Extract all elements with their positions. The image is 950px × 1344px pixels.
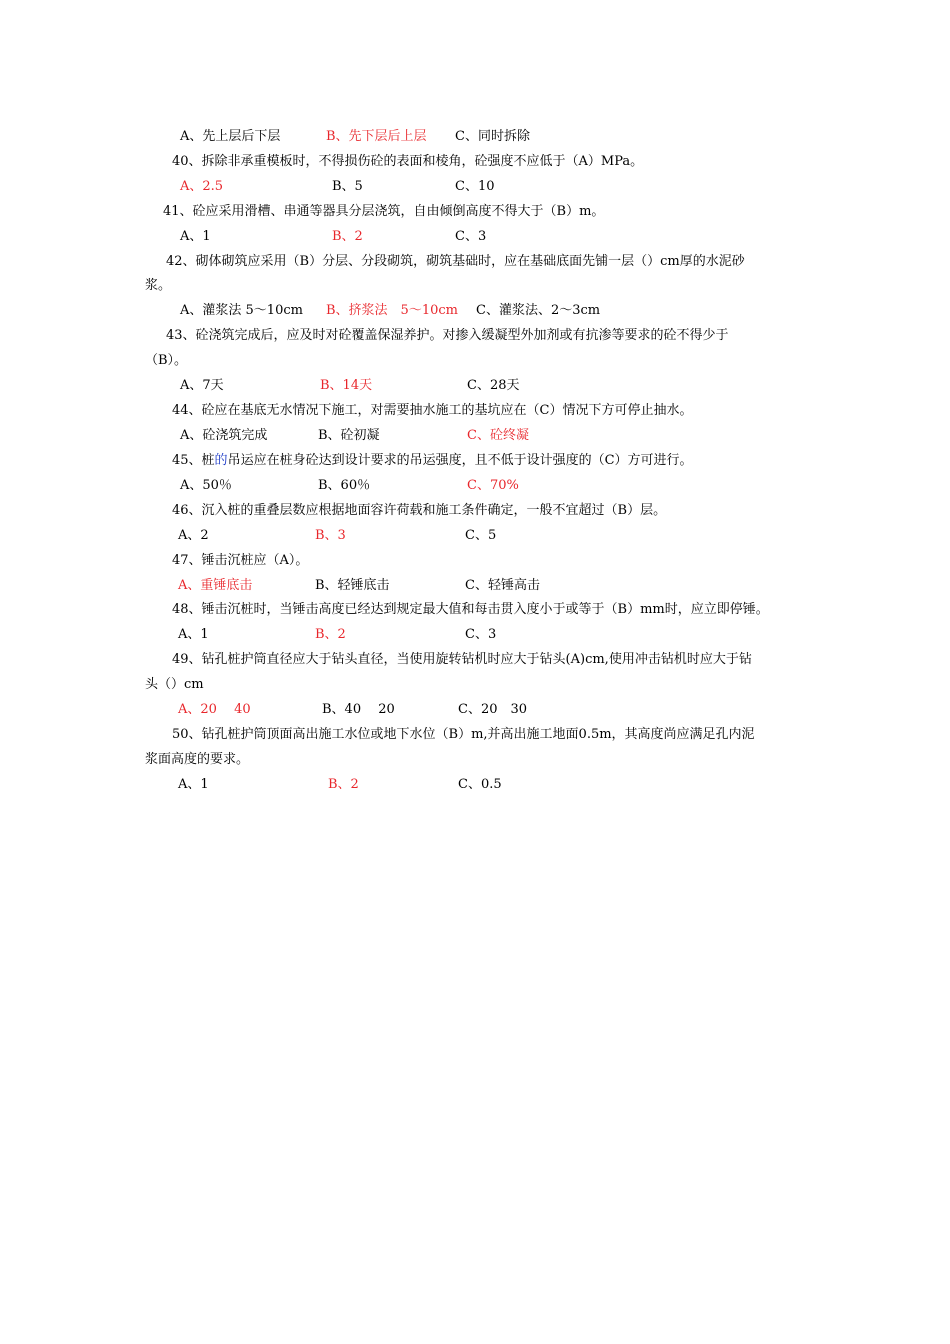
q43-option-b-answer: B、14天 (320, 378, 373, 393)
q50-option-a: A、1 (178, 777, 209, 792)
q50-stem-line2: 浆面高度的要求。 (145, 752, 250, 767)
q44-option-c-answer: C、砼终凝 (467, 428, 529, 443)
q40-option-c: C、10 (455, 179, 495, 194)
q49-option-a-answer: A、20 40 (178, 702, 251, 717)
q44-option-a: A、砼浇筑完成 (180, 428, 268, 443)
q45-option-b: B、60％ (318, 478, 371, 493)
q49-option-b: B、40 20 (322, 702, 395, 717)
q45-option-c-answer: C、70% (467, 478, 519, 493)
q50-option-b-answer: B、2 (328, 777, 359, 792)
q49-stem-line2: 头（）cm (145, 677, 204, 692)
q49-stem-line1: 49、钻孔桩护筒直径应大于钻头直径，当使用旋转钻机时应大于钻头(A)cm,使用冲击钻机时应大于钻 (172, 652, 752, 667)
q41-option-b-answer: B、2 (332, 229, 363, 244)
q41-option-a: A、1 (180, 229, 211, 244)
q42-option-a: A、灌浆法 5～10cm (180, 303, 303, 318)
q48-option-a: A、1 (178, 627, 209, 642)
q46-stem: 46、沉入桩的重叠层数应根据地面容许荷载和施工条件确定，一般不宜超过（B）层。 (172, 503, 667, 518)
q46-option-c: C、5 (465, 528, 497, 543)
q43-option-c: C、28天 (467, 378, 520, 393)
q46-option-a: A、2 (178, 528, 209, 543)
q49-option-c: C、20 30 (458, 702, 528, 717)
q43-stem-line1: 43、砼浇筑完成后，应及时对砼覆盖保湿养护。对掺入缓凝型外加剂或有抗渗等要求的砼不得少于 (166, 328, 729, 343)
q47-stem: 47、锤击沉桩应（A）。 (172, 553, 309, 568)
q43-stem-line2: （B）。 (145, 353, 188, 368)
q41-stem: 41、砼应采用滑槽、串通等器具分层浇筑，自由倾倒高度不得大于（B）m。 (163, 204, 605, 219)
q44-stem: 44、砼应在基底无水情况下施工，对需要抽水施工的基坑应在（C）情况下方可停止抽水。 (172, 403, 693, 418)
q40-option-a-answer: A、2.5 (180, 179, 224, 194)
q48-option-c: C、3 (465, 627, 497, 642)
q42-stem-line1: 42、砌体砌筑应采用（B）分层、分段砌筑，砌筑基础时，应在基础底面先铺一层（）cm厚的水泥砂 (166, 254, 745, 269)
q45-stem-post: 吊运应在桩身砼达到设计要求的吊运强度，且不低于设计强度的（C）方可进行。 (227, 453, 693, 468)
q48-option-b-answer: B、2 (315, 627, 346, 642)
q47-option-c: C、轻锤高击 (465, 578, 540, 593)
q39-option-b-answer: B、先下层后上层 (326, 129, 427, 144)
q42-option-c: C、灌浆法、2～3cm (476, 303, 601, 318)
q45-stem-highlight: 的 (214, 453, 228, 468)
q42-option-b-answer: B、挤浆法 5～10cm (326, 303, 458, 318)
q42-stem-line2: 浆。 (145, 278, 172, 293)
q45-stem-pre: 45、桩 (172, 453, 215, 468)
q47-option-b: B、轻锤底击 (315, 578, 390, 593)
q44-option-b: B、砼初凝 (318, 428, 380, 443)
q45-stem (172, 451, 693, 471)
q40-option-b: B、5 (332, 179, 363, 194)
q45-option-a: A、50％ (180, 478, 232, 493)
q46-option-b-answer: B、3 (315, 528, 346, 543)
q40-stem: 40、拆除非承重模板时，不得损伤砼的表面和棱角，砼强度不应低于（A）MPa。 (172, 154, 644, 169)
q47-option-a-answer: A、重锤底击 (178, 578, 253, 593)
q41-option-c: C、3 (455, 229, 487, 244)
q50-option-c: C、0.5 (458, 777, 502, 792)
q50-stem-line1: 50、钻孔桩护筒顶面高出施工水位或地下水位（B）m,并高出施工地面0.5m，其高度尚应满足孔内泥 (172, 727, 755, 742)
q48-stem: 48、锤击沉桩时，当锤击高度已经达到规定最大值和每击贯入度小于或等于（B）mm时，应立即停锤。 (172, 602, 769, 617)
q43-option-a: A、7天 (180, 378, 224, 393)
q39-option-c: C、同时拆除 (455, 129, 530, 144)
q39-option-a: A、先上层后下层 (180, 129, 281, 144)
